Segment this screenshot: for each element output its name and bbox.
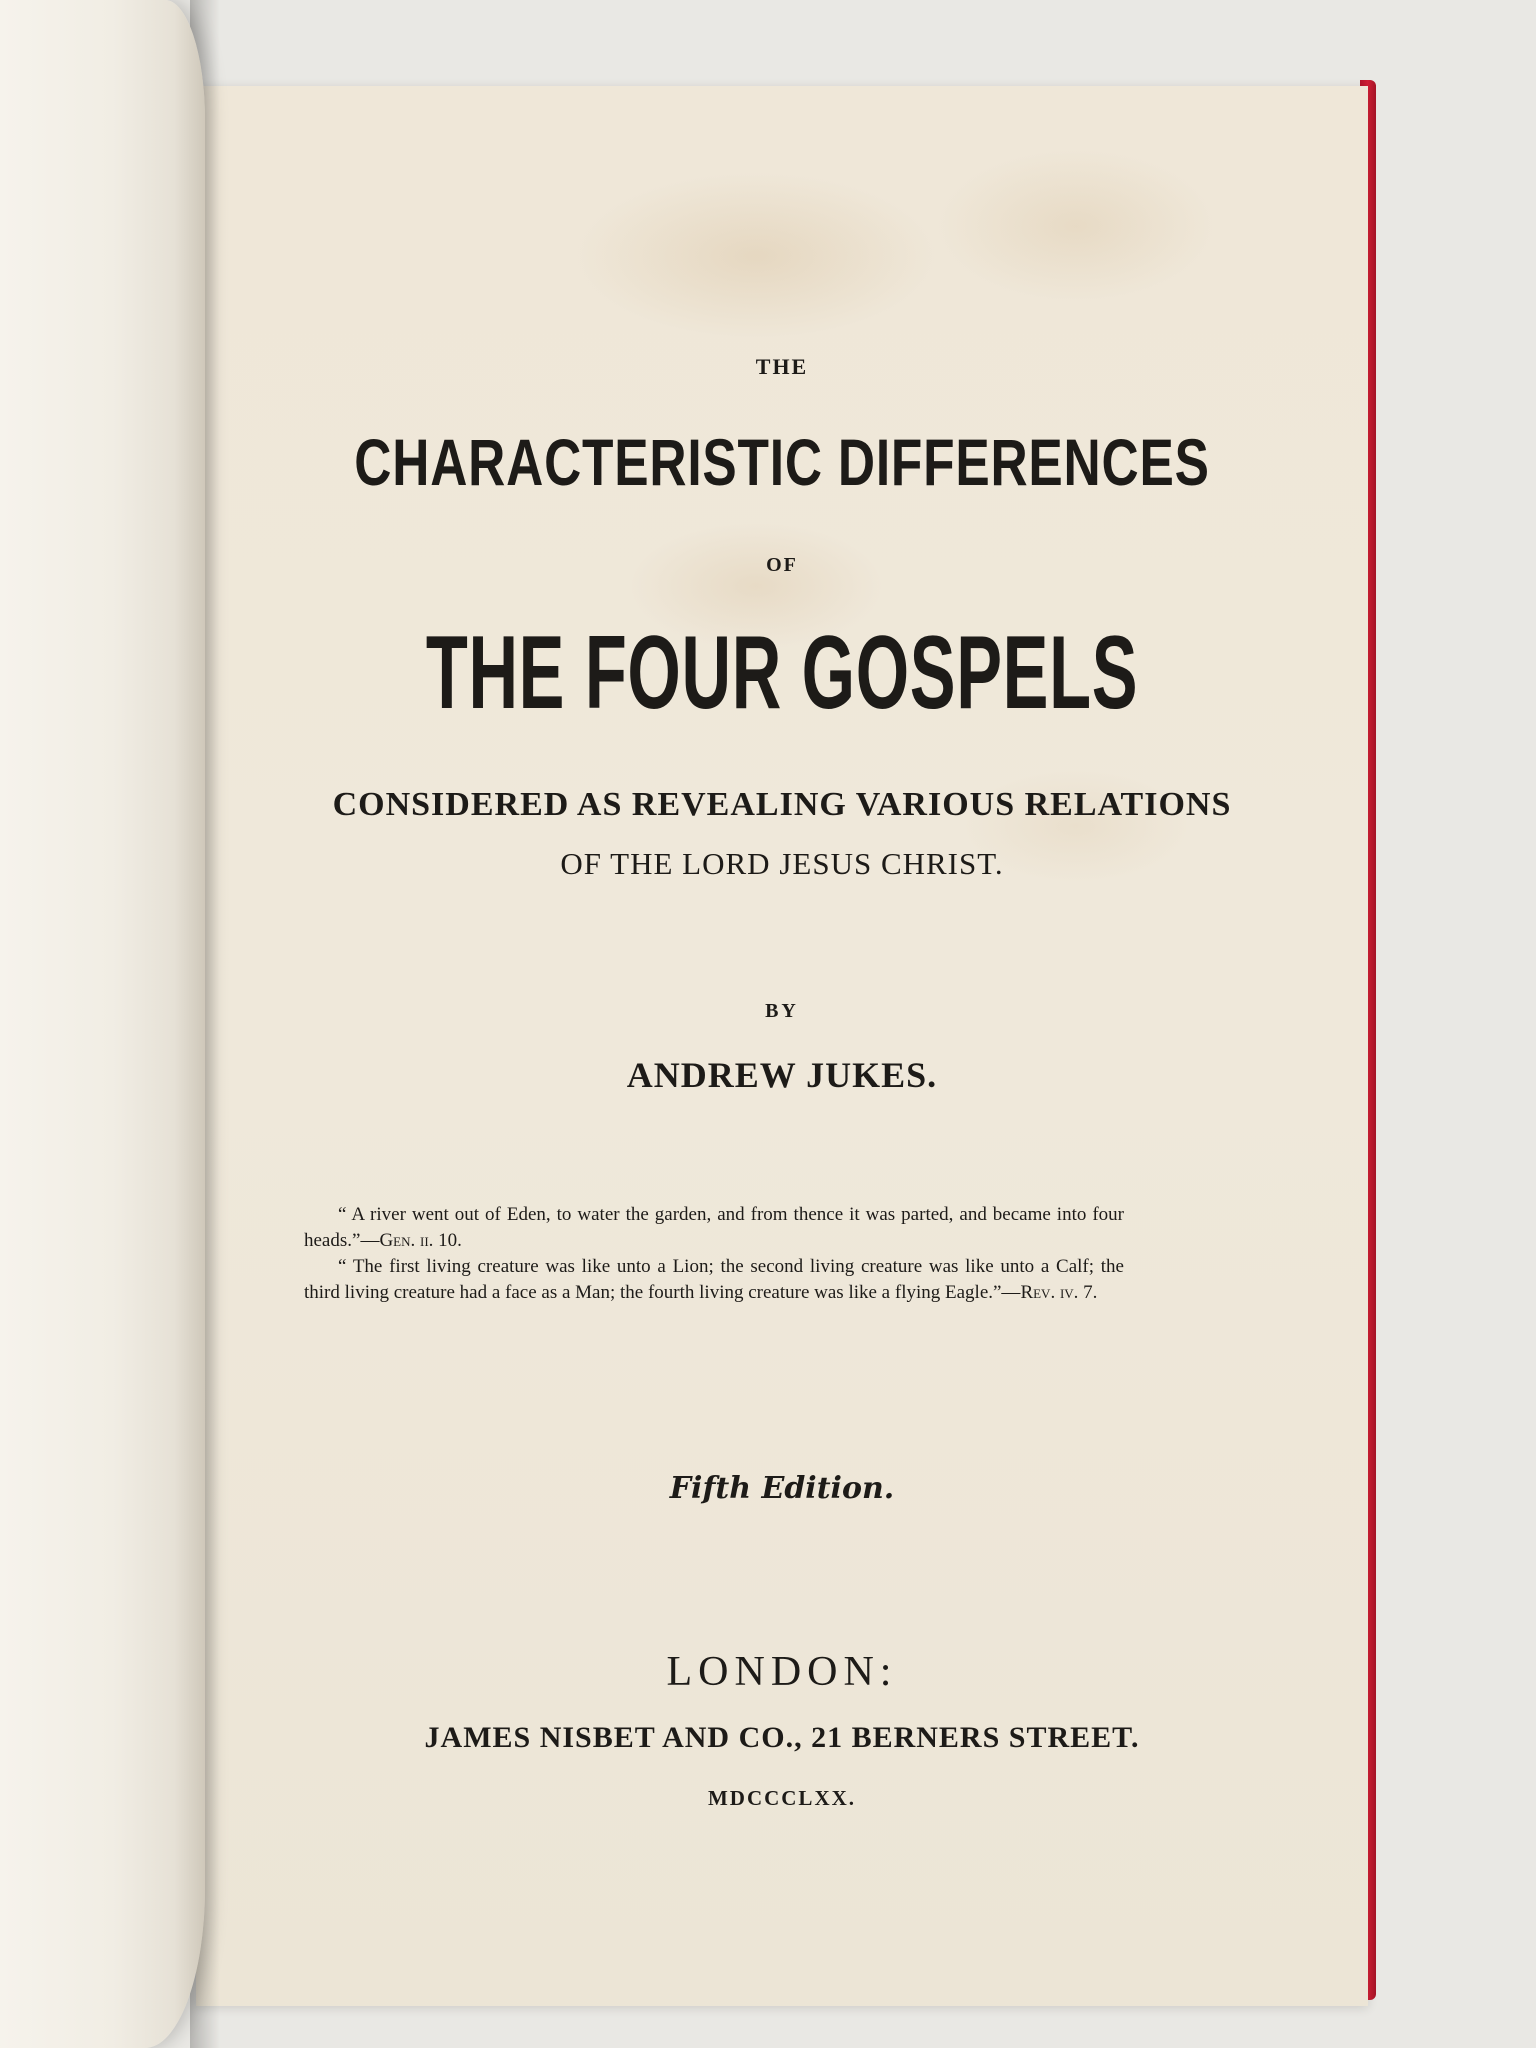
imprint-place: LONDON: <box>666 1649 898 1695</box>
epigraph-reference-1: Gen. ii. 10. <box>379 1230 462 1251</box>
subtitle-line-1: CONSIDERED AS REVEALING VARIOUS RELATIONS <box>332 786 1232 823</box>
title-article: THE <box>755 354 809 379</box>
epigraph <box>304 1202 1124 1306</box>
left-facing-page <box>0 0 205 2048</box>
epigraph-quote-2: “ The first living creature was like unto a Lion; the second living creature was like unto a Calf; the third living creature had a face as a Man; the fourth living creature was like a flying Eagle.”—Rev. iv. 7. <box>304 1256 1124 1303</box>
epigraph-reference-2: Rev. iv. 7. <box>1020 1282 1098 1303</box>
edition-statement: Fifth Edition. <box>669 1471 895 1506</box>
byline-by: BY <box>765 1000 799 1022</box>
title-line-2: THE FOUR GOSPELS <box>425 615 1139 731</box>
subtitle-line-2: OF THE LORD JESUS CHRIST. <box>560 846 1004 881</box>
title-page <box>196 86 1368 2006</box>
title-of: OF <box>766 554 798 576</box>
imprint-publisher: JAMES NISBET AND CO., 21 BERNERS STREET. <box>424 1721 1140 1754</box>
epigraph-quote-1: “ A river went out of Eden, to water the garden, and from thence it was parted, and became into four heads.”—Gen. ii. 10. <box>304 1204 1124 1251</box>
author-name: ANDREW JUKES. <box>626 1055 938 1095</box>
imprint-year: MDCCCLXX. <box>707 1786 857 1810</box>
title-line-1: CHARACTERISTIC DIFFERENCES <box>354 425 1210 499</box>
